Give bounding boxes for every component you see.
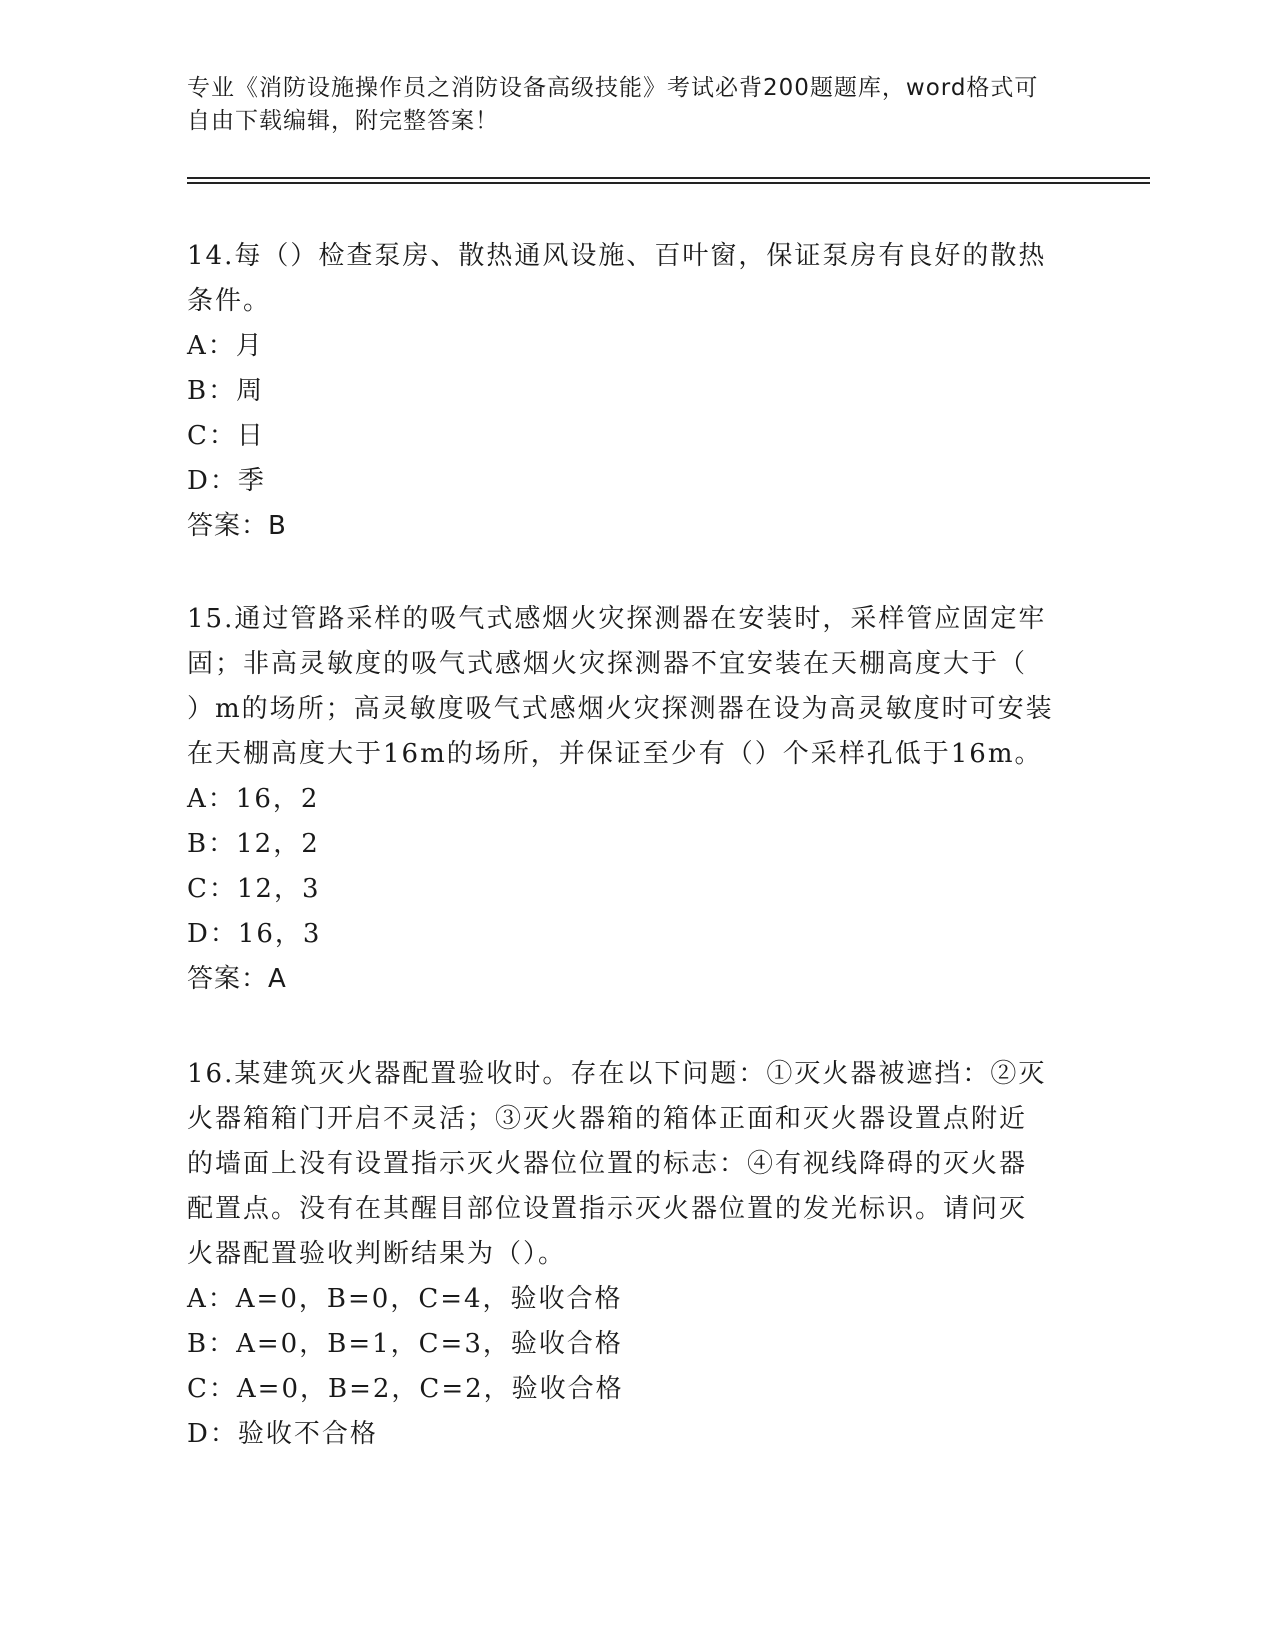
header-divider-bottom: [187, 182, 1150, 184]
answer-line: 答案：B: [187, 511, 287, 541]
question-stem-line: 火器配置验收判断结果为（）。: [187, 1239, 567, 1269]
option-d: D：季: [187, 466, 266, 496]
option-a: A：16，2: [187, 784, 320, 814]
question-stem-line: 条件。: [187, 286, 272, 316]
option-a: A：月: [187, 331, 264, 361]
header-divider-top: [187, 177, 1150, 179]
header-line-2: 自由下载编辑，附完整答案！: [187, 108, 499, 134]
option-d: D：验收不合格: [187, 1419, 378, 1449]
option-b: B：周: [187, 376, 265, 406]
question-16: [187, 1052, 1077, 1457]
question-15: [187, 597, 1077, 1002]
question-stem-line: 火器箱箱门开启不灵活；③灭火器箱的箱体正面和灭火器设置点附近: [187, 1104, 1028, 1134]
option-a: A：A=0，B=0，C=4，验收合格: [187, 1284, 623, 1314]
question-stem-line: 配置点。没有在其醒目部位设置指示灭火器位置的发光标识。请问灭: [187, 1194, 1028, 1224]
question-stem-line: 14.每（）检查泵房、散热通风设施、百叶窗，保证泵房有良好的散热: [187, 241, 1047, 271]
question-stem-line: 的墙面上没有设置指示灭火器位位置的标志：④有视线降碍的灭火器: [187, 1149, 1028, 1179]
option-c: C：日: [187, 421, 265, 451]
option-c: C：12，3: [187, 874, 321, 904]
option-c: C：A=0，B=2，C=2，验收合格: [187, 1374, 624, 1404]
question-stem-line: ）m的场所；高灵敏度吸气式感烟火灾探测器在设为高灵敏度时可安装: [187, 694, 1054, 724]
question-14: [187, 234, 1077, 549]
question-stem-line: 16.某建筑灭火器配置验收时。存在以下问题：①灭火器被遮挡：②灭: [187, 1059, 1047, 1089]
document-header: [187, 72, 1067, 138]
answer-line: 答案：A: [187, 964, 287, 994]
question-stem-line: 在天棚高度大于16m的场所，并保证至少有（）个采样孔低于16m。: [187, 739, 1043, 769]
question-stem-line: 固；非高灵敏度的吸气式感烟火灾探测器不宜安装在天棚高度大于（: [187, 649, 1028, 679]
question-stem-line: 15.通过管路采样的吸气式感烟火灾探测器在安装时，采样管应固定牢: [187, 604, 1047, 634]
option-b: B：12，2: [187, 829, 320, 859]
option-d: D：16，3: [187, 919, 322, 949]
option-b: B：A=0，B=1，C=3，验收合格: [187, 1329, 623, 1359]
header-line-1: 专业《消防设施操作员之消防设备高级技能》考试必背200题题库，word格式可: [187, 75, 1039, 101]
